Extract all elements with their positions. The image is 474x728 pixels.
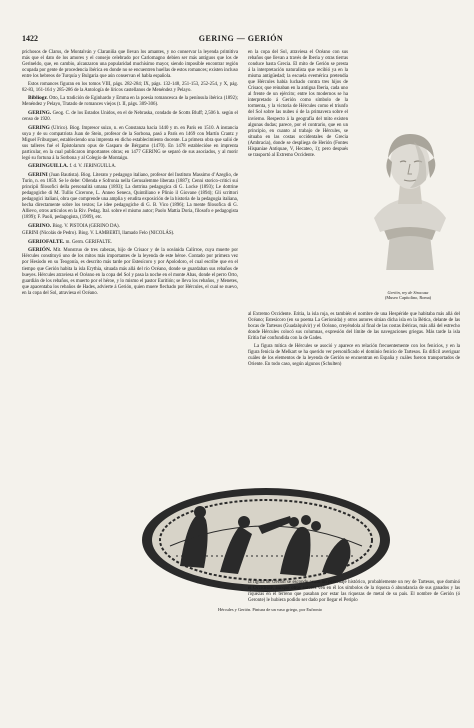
photo-caption-sub: (Museo Capitolino, Roma) <box>384 295 432 301</box>
running-title: GERING — GERIÓN <box>198 34 284 43</box>
dictionary-entry <box>22 95 238 108</box>
entry-text: Estos romances figuran en los tomos VIII, págs. 282-284; IX, págs. 132-148, 251-153, 252-254, y X, pág. 82-83, 161-164 y 285-286 de la Antología de líricos castellanos de Menéndez y Pelayo. <box>22 81 238 93</box>
dictionary-entry <box>22 239 238 246</box>
vase-caption: Hércules y Gerión. Pintura de un vaso griego, por Eufronio <box>217 607 322 612</box>
photo-caption-title: Gerión, rey de Siracusa <box>387 290 429 295</box>
paragraph <box>22 82 238 94</box>
dictionary-entry <box>22 223 238 230</box>
entry-text: al Extremo Occidente. Eritia, la isla roja, es también el nombre de una Hespéride que habitaba más allá del Océano; Estesícoro (en su poema La Gerionida) y otros autores sitúan dicha isla en la Bética, delante de las bocas de Tartesos (Guadalquivir) y el Océano, creyéndola al final de las costas ibéricas, más allá del estrecho donde Hércules colocó sus columnas, expresión del límite de las navegaciones griegas. Más tarde la isla Eritia fué confundida con la de Gades. <box>248 312 460 342</box>
entry-text: m. Germ. GERIFALTE. <box>65 239 113 245</box>
dictionary-entry <box>22 110 238 123</box>
entry-text: Biog. V. PISTOIA (GERINO DA). <box>52 223 120 229</box>
right-column-top <box>248 50 348 160</box>
entry-headword: GERING. <box>28 109 52 116</box>
entry-text: la figura de Gerión se esconde acaso un personaje histórico, probablemente un rey de Tartesos, que dominó el Occidente, aunque otros autores ven en él los símbolos de la riqueza ó abundancia de sus ganados y las riquezas en el terreno que pasaban por estar las riquezas de metal de su país. El nombre de Gerión (ó Geronte) le hubiera podido ser dado por llegar el Periplo <box>248 580 460 604</box>
entry-text: Mit. Monstruo de tres cabezas, hijo de Crisaor y de la oceánida Calírroe, cuya muerte por Hércules constituyó uno de los mitos más importantes de la leyenda de este héroe. Contado por primera vez por Hesíodo en su Teogonía, es descrito más tarde por Estesícoro y por Apolodoro, el cual escribe que en el tiempo que Gerión habita la isla Erythia, situada más allá del río Océano, donde se guardaban sus rebaños de bueyes. Hércules atraviesa el Océano en la copa del Sol y pasa la noche en el monte Abas, donde el perro Orto, guardián de los rebaños, es muerto por el héroe, y lo mismo el pastor Euritión; se lleva los rebaños, y Menetes, que apacentaba los rebaños de Hades, advierte á Gerión, quien muere flechado por Hércules, el cual se nuevo, en la copa del Sol, atraviesa el Océano. <box>22 248 238 296</box>
entry-headword: GERINI <box>28 171 48 178</box>
entry-text: La figura mítica de Hércules se asoció y aparece en relación frecuentemente con los fenicios, y en la figura fenicia de Melkart se ha querido ver personificado el dominio fenicio de Tartesos. Es difícil averiguar cuáles de los elementos de la leyenda de Gerión se encuentran en España y cuáles fueron transportados de Oriente. En todo caso, según algunos (Schulten) <box>248 343 460 367</box>
bust-photo <box>356 122 464 270</box>
entry-headword: GERIÓN. <box>28 247 52 254</box>
paragraph <box>248 50 348 159</box>
left-column <box>22 50 238 298</box>
paragraph <box>22 50 238 80</box>
entry-text: f. d. V. JERINGUILLA. <box>69 164 117 170</box>
entry-text: (Ulrico). Biog. Impresor suizo, n. en Constanza hacia 1440 y m. en París en 1510. A instancia suya y de su compatriota Juan de Stein, profesor de la Sorbona, pasó a París en 1469 con Martín Crantz y Miguel Friburguer, estableciendo una imprenta en dicho establecimiento docente. La primera obra que salió de sus talleres fué el Epistolarum opus de Gasparo de Bérgamo (1470). En 1478 establecióse en imprenta particular, en la cual publicaron importantes obras; en 1477 GERING se separó de sus asociados, y al morir legó su fortuna á la Sorbona y al Colegio de Montaigu. <box>22 125 238 161</box>
paragraph <box>22 231 238 237</box>
entry-text: (Juan Bautista). Biog. Literato y pedagogo italiano, profesor del Instituto Massimo d’Azeglio, de Turín, n. en 1859. Se le debe: Ollenda e Sofronia nella Gerusalemme liberata (1887); Cenni storico-critici sui principii filosofici della personalità umana (1893); La dottrina pedagogica di G. Locke (1893); Le dottrine pedagogiche di M. Tullio Cicerone, L. Anneo Seneca, Quintiliano e Plinio il Giovane (1894); Gli scrittori pedagogici italiani, obra que comprende una amplia y erudita exposición de la historia de la pedagogía italiana, hecha directamente sobre los textos; Le idee pedagogiche di G. B. Vico (1896); La mente filosofica di G. Allievo, otros artículos en la Riv. Pedag. Ital. sobre el mismo autor; Paolo Mattia Doria, filosofo e pedagogista (1899); F. Paoli, pedagogista, (1909), etc. <box>22 172 238 221</box>
dictionary-entry <box>22 172 238 221</box>
entry-text: Geog. C. de los Estados Unidos, en el de Nebraska, condado de Scotts Bluff; 2,506 h. según el censo de 1920. <box>22 110 238 122</box>
entry-text: en la copa del Sol, atraviesa el Océano con sus rebaños que llevan a través de Iberia y otras tierras conduce hasta Grecia. El mito de Gerión se presta á la interpretación naturalista que recibió ya en la misma antigüedad; la escuela evemérica pretendía que Hércules había luchado contra tres hijos de Crisaor, que reinaban en la antigua Iberia, cada uno al frente de un ejército; entre los modernos se ha interpretado á Gerión como símbolo de la tormenta, y la victoria de Hércules como el triunfo del Sol sobre las nubes ó de la primavera sobre el invierno. Respecto á la geografía del mito existen algunas dudas; parece, por el contrario, que en un principio, en cuanto al trabajo de Hércules, se situaba en las costas occidentales de Grecia (Ambracia), donde se despliega de Herión (Fontes Hispaniae Antiquae, V, Hecateo, 1); pero después se trasportó al Extremo Occidente. <box>248 50 348 158</box>
entry-headword: GERIOFALTE. <box>28 238 65 245</box>
entry-headword: Bibliogr. <box>28 95 48 102</box>
entry-text: GERINI (Nicolás de Pedro). Biog. V. LAMBERTI, llamado Felo (NICOLÁS). <box>22 231 175 237</box>
dictionary-entry <box>22 163 238 170</box>
dictionary-entry <box>22 125 238 162</box>
entry-headword: GERINO. <box>28 222 52 229</box>
marble-bust-illustration <box>356 122 464 270</box>
page-number: 1422 <box>22 34 38 43</box>
right-column-bottom <box>248 312 460 369</box>
photo-caption <box>348 290 468 301</box>
page-header <box>22 34 460 46</box>
paragraph <box>248 344 460 368</box>
greek-vase-illustration <box>140 486 392 594</box>
entry-headword: GERING <box>28 124 50 131</box>
paragraph <box>248 312 460 342</box>
entry-text: prichosos de Clarus, de Montalván y Claraniña que llevan los amantes, y no conservar la leyenda primitiva más que el dato de los amores y el consejo celebrado por Carlomagno debien ser más antiguos que los de Gerineldo, que, en cambio, alcanzaron una popularidad muchísimo mayor, siendo imposible encontrar región ocupada por gente de procedencia ibérica en donde no se encuentren huellas de estos romances; existen incluso entre los hebreos de Turquía y Bulgaria que aún conservan el habla española. <box>22 50 238 80</box>
entry-headword: GERINGUILLA. <box>28 163 69 170</box>
right-column-tail <box>248 580 460 606</box>
paragraph <box>248 580 460 604</box>
entry-text: Otto, La tradición de Eginhardo y Emma en la poesía romancesca de la península ibérica (1892); Menéndez y Pelayo, Tratado de romances viejos (t. II, págs. 309-306). <box>22 96 238 108</box>
dictionary-entry <box>22 247 238 296</box>
